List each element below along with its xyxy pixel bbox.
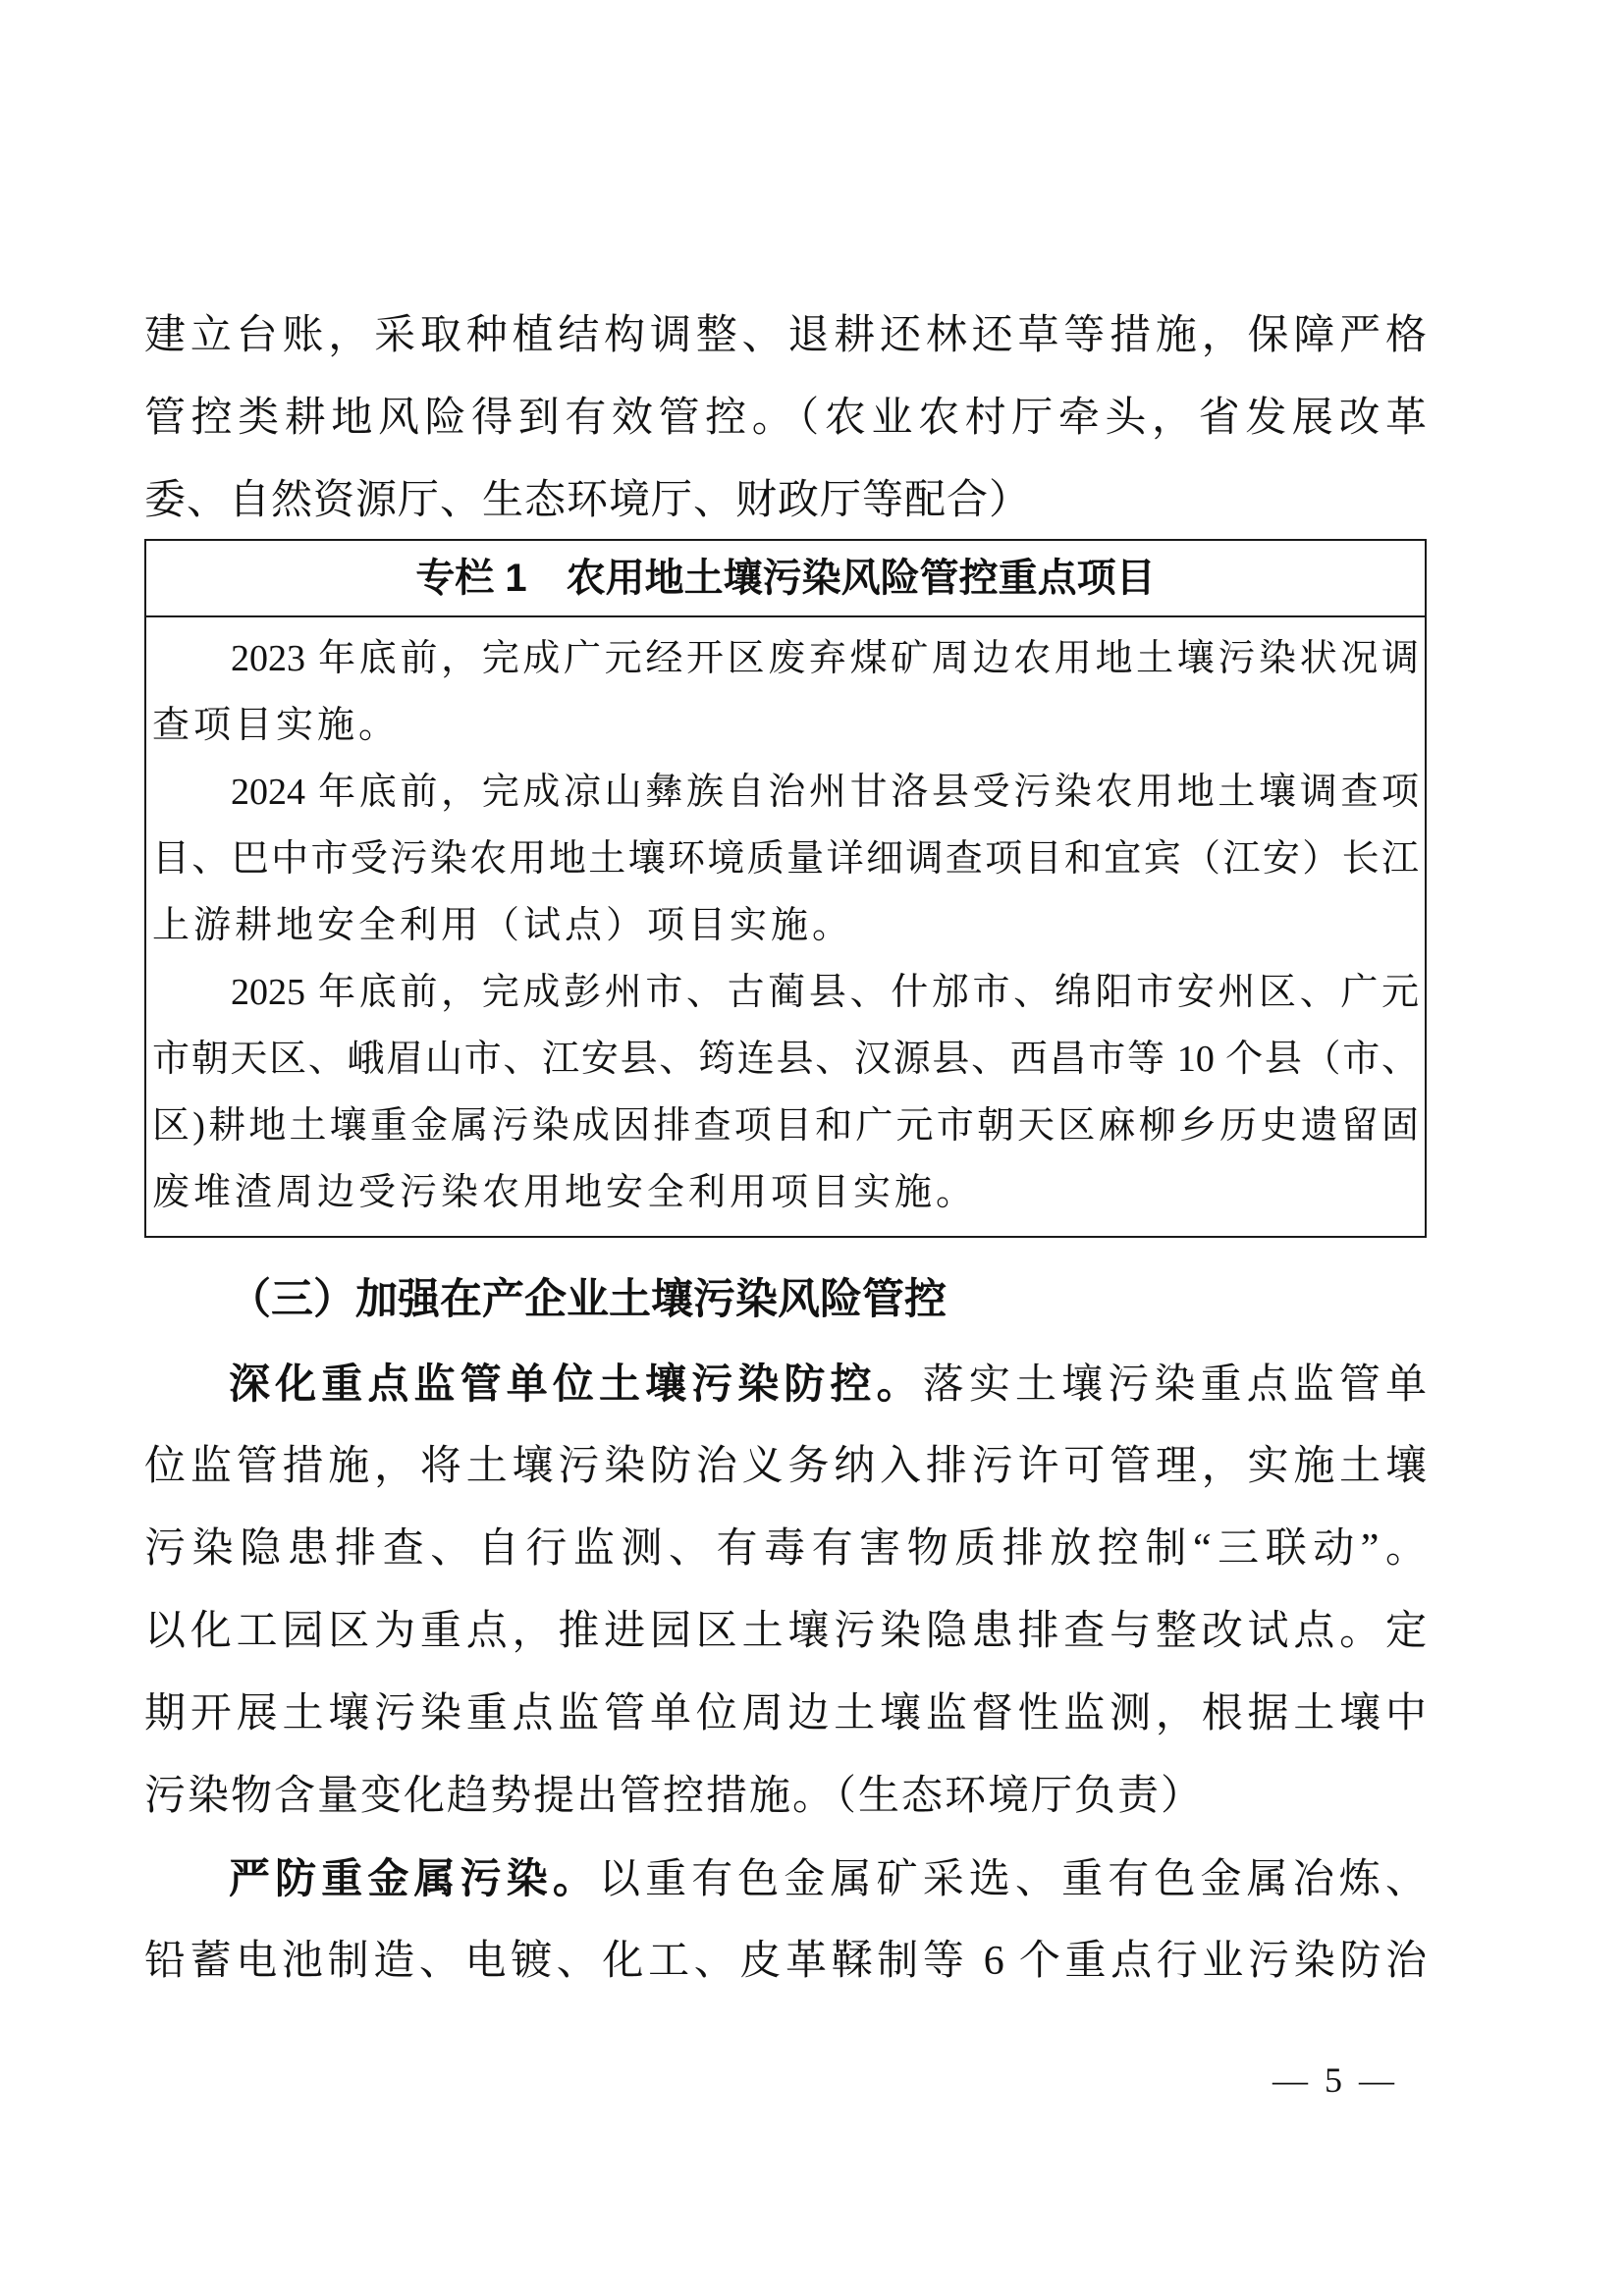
heavy-metal-paragraph bbox=[144, 1838, 1427, 2002]
paragraph-text: 落实土壤污染重点监管单 bbox=[922, 1362, 1427, 1408]
column-box-body bbox=[146, 617, 1425, 1236]
text-line: 2023 年底前，完成广元经开区废弃煤矿周边农用地土壤污染状况调 bbox=[231, 638, 1419, 679]
text-line: 铅蓄电池制造、电镀、化工、皮革鞣制等 6 个重点行业污染防治 bbox=[144, 1939, 1427, 1984]
text-line: 位监管措施，将土壤污染防治义务纳入排污许可管理，实施土壤 bbox=[144, 1444, 1427, 1489]
text-line: 目、巴中市受污染农用地土壤环境质量详细调查项目和宜宾（江安）长江 bbox=[152, 838, 1419, 880]
text-line bbox=[144, 1343, 1427, 1425]
text-line: 上游耕地安全利用（试点）项目实施。 bbox=[152, 905, 854, 946]
text-line: 2024 年底前，完成凉山彝族自治州甘洛县受污染农用地土壤调查项 bbox=[231, 772, 1419, 813]
column-box-title: 专栏 1 农用地土壤污染风险管控重点项目 bbox=[146, 541, 1425, 617]
column-box bbox=[144, 539, 1427, 1238]
text-line: 2025 年底前，完成彭州市、古蔺县、什邡市、绵阳市安州区、广元 bbox=[231, 972, 1419, 1013]
section-heading: （三）加强在产企业土壤污染风险管控 bbox=[229, 1276, 947, 1323]
page-number: — 5 — bbox=[1272, 2060, 1398, 2100]
text-line: 建立台账，采取种植结构调整、退耕还林还草等措施，保障严格 bbox=[144, 313, 1427, 358]
text-line: 废堆渣周边受污染农用地安全利用项目实施。 bbox=[152, 1172, 978, 1213]
text-line: 管控类耕地风险得到有效管控。（农业农村厅牵头，省发展改革 bbox=[144, 396, 1427, 441]
text-line: 区)耕地土壤重金属污染成因排查项目和广元市朝天区麻柳乡历史遗留固 bbox=[152, 1105, 1419, 1147]
text-line: 污染物含量变化趋势提出管控措施。（生态环境厅负责） bbox=[144, 1774, 1205, 1819]
intro-paragraph bbox=[144, 294, 1427, 542]
text-line: 期开展土壤污染重点监管单位周边土壤监督性监测，根据土壤中 bbox=[144, 1691, 1427, 1736]
text-line: 查项目实施。 bbox=[152, 705, 401, 746]
paragraph-text: 以重有色金属矿采选、重有色金属冶炼、 bbox=[598, 1857, 1427, 1902]
text-line: 委、自然资源厅、生态环境厅、财政厅等配合） bbox=[144, 478, 1032, 523]
paragraph-lead: 深化重点监管单位土壤污染防控。 bbox=[229, 1361, 923, 1407]
text-line: 以化工园区为重点，推进园区土壤污染隐患排查与整改试点。定 bbox=[144, 1609, 1427, 1654]
supervision-paragraph bbox=[144, 1343, 1427, 1838]
text-line: 市朝天区、峨眉山市、江安县、筠连县、汉源县、西昌市等 10 个县（市、 bbox=[152, 1039, 1419, 1080]
text-line: 污染隐患排查、自行监测、有毒有害物质排放控制“三联动”。 bbox=[144, 1526, 1427, 1572]
paragraph-lead: 严防重金属污染。 bbox=[229, 1855, 599, 1901]
text-line bbox=[144, 1838, 1427, 1920]
